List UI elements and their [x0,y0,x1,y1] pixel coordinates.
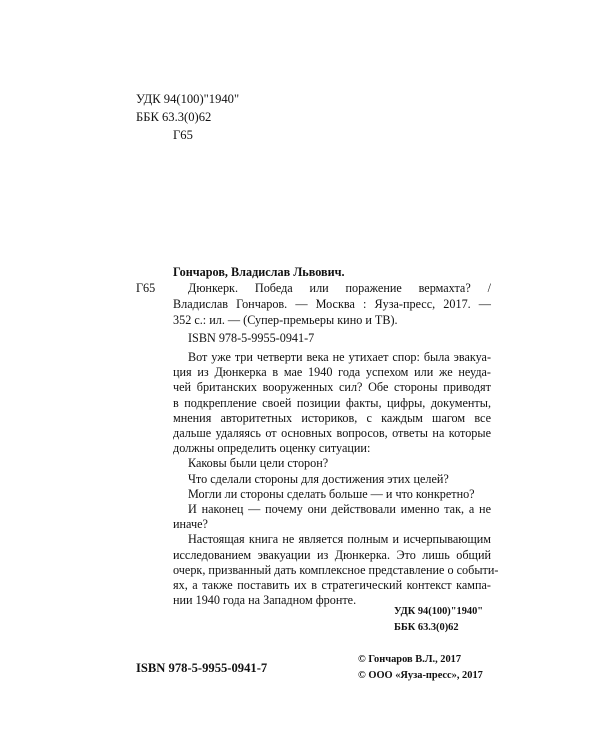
annotation-line: ция из Дюнкерка в мае 1940 года успехом или же неудa- [173,365,491,380]
bbk-code: ББК 63.3(0)62 [136,110,212,124]
annotation-line: в подкрепление своей позиции факты, цифры, документы, [173,395,491,410]
bottom-isbn: ISBN 978-5-9955-0941-7 [136,661,268,675]
annotation-line: дальше удаляясь от основных вопросов, ответы на которые [173,426,491,441]
record-title-line: Владислав Гончаров. — Москва : Яуза-пресс, 2017. — [173,297,491,311]
annotation-line: исследованием эвакуации из Дюнкерка. Это лишь общий [173,547,491,562]
footer-udk-code: УДК 94(100)"1940" [394,606,484,617]
record-author: Гончаров, Владислав Львович. [173,265,345,279]
record-title-line: 352 с.: ил. — (Супер-премьеры кино и ТВ). [173,313,398,327]
annotation-question: Каковы были цели сторон? [188,456,329,471]
annotation-line: иначе? [173,517,208,532]
annotation-line: Вот уже три четверти века не утихает спор: была эвакуа- [188,350,491,364]
annotation-question: Могли ли стороны сделать больше — и что конкретно? [188,486,475,501]
annotation [173,350,499,608]
record-isbn: ISBN 978-5-9955-0941-7 [188,331,315,345]
annotation-line: Настоящая книга не является полным и исчерпывающим [188,532,491,547]
annotation-line: нии 1940 года на Западном фронте. [173,593,357,608]
annotation-line: мнения авторитетных историков, с каждым шагом все [173,410,491,425]
record-title-line: Дюнкерк. Победа или поражение вермахта? / [188,281,491,295]
author-mark: Г65 [173,128,193,142]
annotation-line: чей британских вооруженных сил? Обе стороны приводят [173,380,491,395]
udk-code: УДК 94(100)"1940" [136,92,240,106]
annotation-question: Что сделали стороны для достижения этих целей? [188,471,449,486]
annotation-question: И наконец — почему они действовали именно так, а не [188,502,491,517]
footer-bbk-code: ББК 63.3(0)62 [394,622,459,633]
annotation-line: должны определить оценку ситуации: [173,441,371,456]
copyright-author: © Гончаров В.Л., 2017 [358,654,462,665]
annotation-line: ях, а также поставить их в стратегический контекст кампа- [173,578,491,593]
record-code: Г65 [136,281,156,295]
annotation-line: очерк, призванный дать комплексное представление о событи- [173,562,499,577]
copyright-publisher: © ООО «Яуза-пресс», 2017 [358,670,483,681]
